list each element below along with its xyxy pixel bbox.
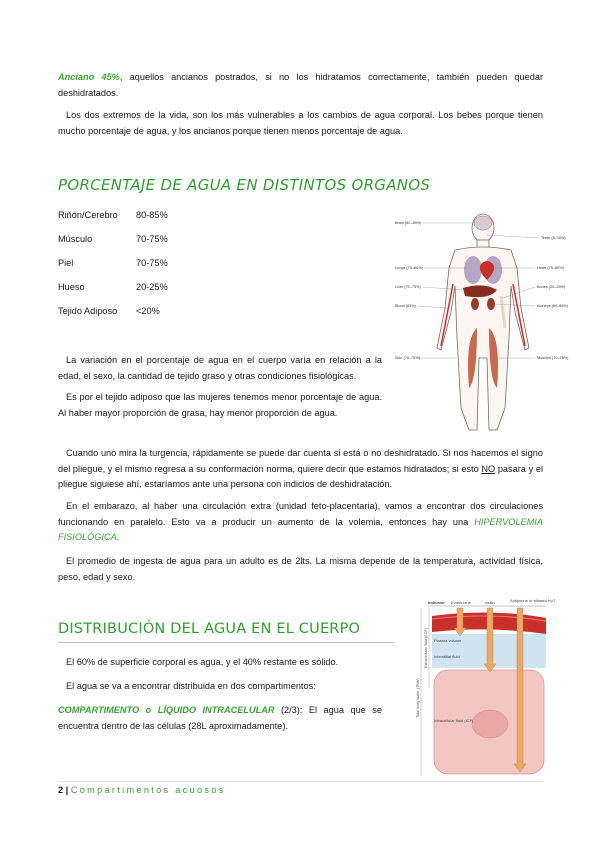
indicator-title: Indicator — [428, 600, 445, 605]
page-footer — [58, 785, 226, 795]
section-title-rule — [58, 642, 394, 643]
kidney-icon — [471, 298, 479, 310]
variacion-paragraph: La variación en el porcentaje de agua en el cuerpo varía en relación a la edad, el sexo, la cantidad de tejido graso y otras condiciones fisiológicas. — [58, 355, 382, 381]
intracelular-paragraph — [58, 703, 382, 734]
lungs-icon — [464, 256, 482, 284]
indicator-antipyrine: Antipyrine or tritiated H₂O — [510, 598, 556, 603]
label-lungs: Lungs (75–80%) — [395, 266, 423, 270]
label-total-body-water: Total body water (TBW) — [416, 678, 420, 718]
section-title-distribucion: DISTRIBUCIÓN DEL AGUA EN EL CUERPO — [58, 621, 361, 637]
embarazo-paragraph — [58, 499, 543, 546]
label-heart: Heart (75–80%) — [537, 266, 564, 270]
organ-name: Hueso — [58, 282, 85, 292]
organ-row — [58, 258, 168, 268]
organ-value: 20-25% — [136, 282, 168, 292]
organ-name: Músculo — [58, 234, 93, 244]
label-liver: Liver (70–75%) — [395, 285, 421, 289]
label-teeth: Teeth (8–10%) — [541, 236, 566, 240]
organ-name: Piel — [58, 258, 74, 268]
turgencia-text-a: Cuando uno mira la turgencia, rápidamente se puede dar cuenta si está o no deshidratado. Si nos hacemos el signo del pliegue, y el mismo regresa a su conformación norma, quiere decir que estamos hidratados; si esto — [58, 448, 543, 474]
indicator-inulin: Inulin — [485, 600, 495, 605]
distribucion-p2: El agua se va a encontrar distribuida en dos compartimentos: — [66, 681, 316, 691]
footer-rule — [58, 781, 543, 782]
intracelular-text: (2/3): El agua que se encuentra dentro de las células (28L aproximadamente). — [58, 705, 382, 731]
label-blood: Blood (83%) — [395, 304, 416, 308]
label-bones: Bones (20–25%) — [537, 285, 566, 289]
body-water-figure — [393, 208, 571, 438]
label-extracellular-fluid: Extracellular fluid (ECF) — [424, 627, 428, 668]
label-brain: Brain (80–85%) — [395, 221, 422, 225]
organ-name: Riñón/Cerebro — [58, 210, 118, 220]
label-skin: Skin (70–75%) — [395, 356, 420, 360]
organ-value: 70-75% — [136, 234, 168, 244]
intro-extremos-paragraph: Los dos extremos de la vida, son los más vulnerables a los cambios de agua corporal. Los bebes porque tienen mucho porcentaje de agua, y los ancianos porque tienen menos porcentaje de agua. — [58, 110, 543, 136]
label-interstitial-fluid: Interstitial fluid — [434, 654, 460, 659]
hipervolemia-label: HIPERVOLEMIA FISIOLÓGICA — [58, 516, 543, 542]
organ-value: <20% — [136, 306, 160, 316]
organ-row — [58, 234, 168, 244]
organ-row — [58, 210, 168, 220]
nucleus-icon — [472, 710, 508, 738]
organ-value: 70-75% — [136, 258, 168, 268]
intracelular-label: COMPARTIMENTO o LÍQUIDO INTRACELULAR — [58, 705, 275, 715]
brain-icon — [474, 216, 492, 230]
organ-row — [58, 306, 160, 316]
label-kidneys: Kidneys (80–85%) — [537, 304, 569, 308]
indicator-evans-blue: Evans blue — [451, 600, 471, 605]
footer-separator: | — [63, 785, 71, 795]
compartments-figure — [410, 598, 556, 778]
section-title-organos: PORCENTAJE DE AGUA EN DISTINTOS ORGANOS — [58, 176, 431, 194]
embarazo-text-c: . — [116, 532, 120, 542]
adiposo-paragraph: Es por el tejido adiposo que las mujeres tenemos menor porcentaje de agua. Al haber mayor proporción de grasa, hay menor proporción de agua. — [58, 392, 382, 418]
organ-value: 80-85% — [136, 210, 168, 220]
anciano-text: , aquellos ancianos postrados, si no los hidratamos correctamente, también pueden quedar deshidratados. — [58, 72, 543, 98]
label-intracellular-fluid: Intracellular fluid (ICF) — [434, 718, 474, 723]
embarazo-text-a: En el embarazo, al haber una circulación extra (unidad feto-placentaria), vamos a encontrar dos circulaciones funcionando en paralelo. Esto va a producir un aumento de la volemia, entonces hay una — [58, 501, 543, 527]
intro-anciano-paragraph — [58, 70, 543, 101]
ingesta-paragraph: El promedio de ingesta de agua para un adulto es de 2lts. La misma depende de la temperatura, actividad física, peso, edad y sexo. — [58, 556, 543, 582]
turgencia-no: NO — [481, 463, 496, 474]
turgencia-paragraph — [58, 446, 543, 493]
organ-name: Tejido Adiposo — [58, 306, 118, 316]
distribucion-p1: El 60% de superficie corporal es agua, y el 40% restante es sólido. — [66, 657, 339, 667]
anciano-label: Anciano 45% — [58, 72, 120, 82]
footer-title: Compartimentos acuosos — [70, 785, 226, 795]
organ-row — [58, 282, 168, 292]
turgencia-text-b: pasara y el pliegue siguiese ahí, estaríamos ante una persona con indicios de deshidratación. — [58, 463, 543, 489]
page-number: 2 — [58, 785, 64, 795]
label-plasma-volume: Plasma volume — [434, 638, 462, 643]
label-muscles: Muscles (70–75%) — [537, 356, 569, 360]
